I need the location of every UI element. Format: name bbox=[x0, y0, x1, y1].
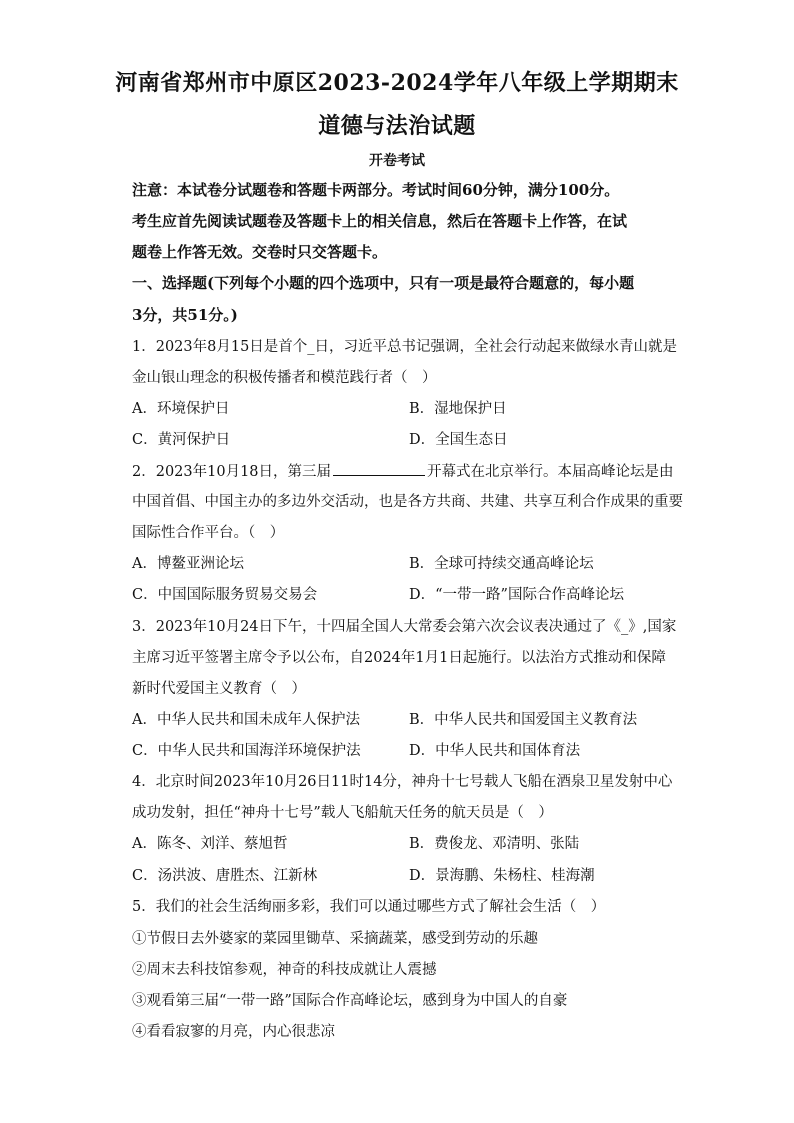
exam-title-line1: 河南省郑州市中原区2023-2024学年八年级上学期期末 bbox=[115, 70, 679, 96]
question-1-option-a: A．环境保护日 bbox=[132, 401, 230, 417]
question-3-text: 主席习近平签署主席令予以公布，自2024年1月1日起施行。以法治方式推动和保障 bbox=[132, 650, 666, 666]
question-2-text: 国际性合作平台。（ ） bbox=[132, 525, 285, 541]
question-5-text: 5．我们的社会生活绚丽多彩，我们可以通过哪些方式了解社会生活（ ） bbox=[132, 899, 606, 915]
question-3-text: 新时代爱国主义教育（ ） bbox=[132, 681, 306, 697]
question-2-option-c: C．中国国际服务贸易交易会 bbox=[132, 587, 318, 603]
question-3-text: 3．2023年10月24日下午，十四届全国人大常委会第六次会议表决通过了《_》,国家 bbox=[132, 619, 677, 635]
question-1-option-d: D．全国生态日 bbox=[409, 432, 508, 448]
question-1-text: 1．2023年8月15日是首个_日，习近平总书记强调，全社会行动起来做绿水青山就是 bbox=[132, 339, 678, 355]
exam-subtitle: 开卷考试 bbox=[369, 153, 425, 169]
question-3-option-b: B．中华人民共和国爱国主义教育法 bbox=[409, 712, 638, 728]
question-4-option-c: C．汤洪波、唐胜杰、江新林 bbox=[132, 868, 318, 884]
question-2-text-start: 2．2023年10月18日，第三届 bbox=[132, 464, 332, 480]
question-2-option-b: B．全球可持续交通高峰论坛 bbox=[409, 556, 594, 572]
section-heading: 一、选择题(下列每个小题的四个选项中，只有一项是最符合题意的，每小题 bbox=[132, 274, 635, 292]
question-2-text-end: 开幕式在北京举行。本届高峰论坛是由 bbox=[427, 464, 674, 480]
exam-title-line2: 道德与法治试题 bbox=[318, 113, 476, 139]
notice-line: 注意：本试卷分试题卷和答题卡两部分。考试时间60分钟，满分100分。 bbox=[132, 181, 620, 199]
question-5-item: ②周末去科技馆参观，神奇的科技成就让人震撼 bbox=[132, 962, 437, 978]
question-1-option-b: B．湿地保护日 bbox=[409, 401, 507, 417]
question-1-text: 金山银山理念的积极传播者和模范践行者（ ） bbox=[132, 370, 437, 386]
question-4-option-b: B．费俊龙、邓清明、张陆 bbox=[409, 836, 580, 852]
section-heading: 3分，共51分。) bbox=[132, 306, 238, 324]
question-4-option-a: A．陈冬、刘洋、蔡旭哲 bbox=[132, 836, 288, 852]
question-2-option-d: D．“一带一路”国际合作高峰论坛 bbox=[409, 587, 624, 603]
question-1-option-c: C．黄河保护日 bbox=[132, 432, 231, 448]
question-5-item: ③观看第三届“一带一路”国际合作高峰论坛，感到身为中国人的自豪 bbox=[132, 993, 568, 1009]
question-2-text: 中国首倡、中国主办的多边外交活动，也是各方共商、共建、共享互利合作成果的重要 bbox=[132, 494, 683, 510]
question-4-option-d: D．景海鹏、朱杨柱、桂海潮 bbox=[409, 868, 595, 884]
answer-blank bbox=[333, 461, 425, 476]
notice-line: 考生应首先阅读试题卷及答题卡上的相关信息，然后在答题卡上作答，在试 bbox=[132, 212, 628, 230]
question-3-option-c: C．中华人民共和国海洋环境保护法 bbox=[132, 743, 361, 759]
question-5-item: ①节假日去外婆家的菜园里锄草、采摘蔬菜，感受到劳动的乐趣 bbox=[132, 931, 538, 947]
question-2-option-a: A．博鳌亚洲论坛 bbox=[132, 556, 244, 572]
question-4-text: 4．北京时间2023年10月26日11时14分，神舟十七号载人飞船在酒泉卫星发射中心 bbox=[132, 774, 673, 790]
question-2-text bbox=[132, 461, 672, 482]
question-3-option-d: D．中华人民共和国体育法 bbox=[409, 743, 581, 759]
question-5-item: ④看看寂寥的月亮，内心很悲凉 bbox=[132, 1024, 335, 1040]
notice-line: 题卷上作答无效。交卷时只交答题卡。 bbox=[132, 243, 388, 261]
question-4-text: 成功发射，担任“神舟十七号”载人飞船航天任务的航天员是（ ） bbox=[132, 805, 553, 821]
question-3-option-a: A．中华人民共和国未成年人保护法 bbox=[132, 712, 360, 728]
